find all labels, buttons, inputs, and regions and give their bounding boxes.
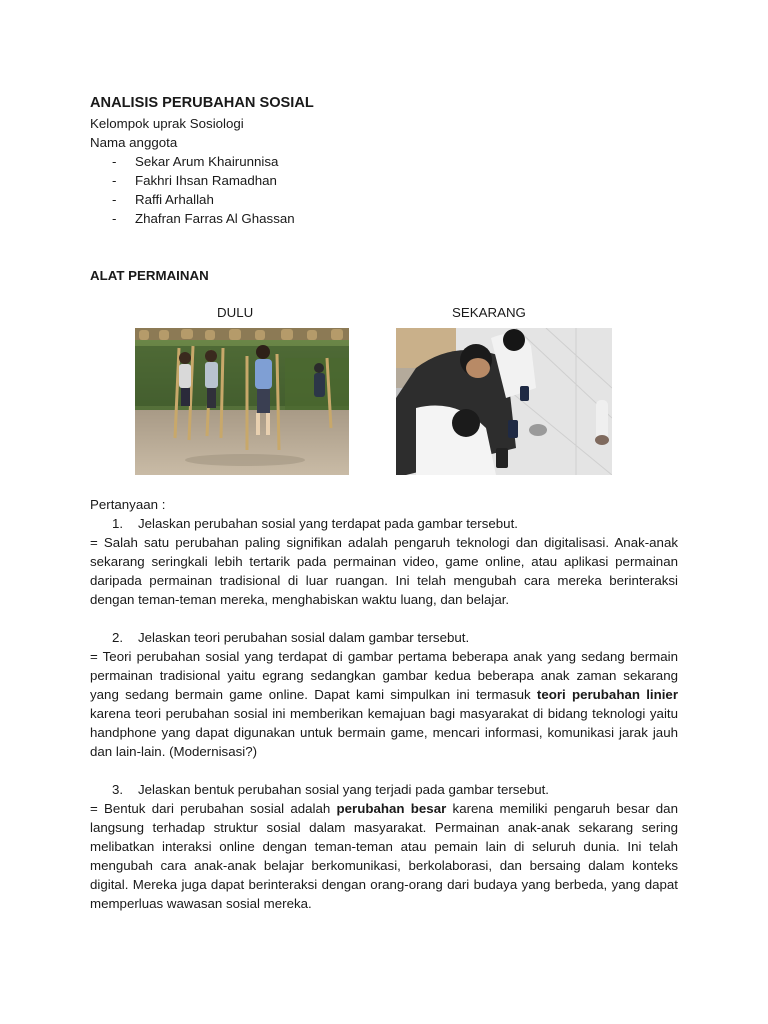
- before-image-label: DULU: [217, 305, 254, 320]
- member-name: Raffi Arhallah: [135, 192, 214, 207]
- members-heading: Nama anggota: [90, 135, 178, 150]
- question-text: Jelaskan perubahan sosial yang terdapat pada gambar tersebut.: [138, 516, 518, 531]
- image-labels: [90, 303, 678, 322]
- members-list: [90, 152, 678, 228]
- answer-emphasis: perubahan besar: [336, 801, 447, 816]
- member-item: [90, 152, 678, 171]
- spacer: [90, 609, 678, 628]
- question-number: 3.: [112, 782, 124, 797]
- answer-text: karena memiliki pengaruh besar dan langsung terhadap struktur sosial dalam masyarakat. Permainan anak-anak sekarang sering melibatkan interaksi online dengan teman-teman atau pemain lain di seluruh dunia. Ini telah mengubah cara anak-anak belajar berkomunikasi, berkolaborasi, dan bersaing dalam konteks digital. Mereka juga dapat berinteraksi dengan orang-orang dari budaya yang berbeda, yang dapat memperluas wawasan sosial mereka.: [90, 801, 678, 911]
- list-dash: -: [112, 192, 117, 207]
- answer-text: = Teori perubahan sosial yang terdapat di gambar pertama beberapa anak yang sedang bermain permainan tradisional yaitu egrang sedangkan gambar kedua beberapa anak zaman sekarang yang sedang bermain game online. Dapat kami simpulkan ini termasuk: [90, 649, 678, 702]
- answer-text: karena teori perubahan sosial ini memberikan kemajuan bagi masyarakat di bidang teknologi yaitu handphone yang dapat digunakan untuk bermain game, mencari informasi, komunikasi jarak jauh dan lain-lain. (Modernisasi?): [90, 706, 678, 759]
- modern-game-photo: [396, 328, 612, 475]
- answer-2: [90, 647, 678, 761]
- question-2: [90, 628, 678, 647]
- questions-heading: Pertanyaan :: [90, 497, 166, 512]
- group-name: Kelompok uprak Sosiologi: [90, 116, 244, 131]
- question-1: [90, 514, 678, 533]
- question-text: Jelaskan bentuk perubahan sosial yang terjadi pada gambar tersebut.: [138, 782, 549, 797]
- image-row: [90, 328, 678, 475]
- question-3: [90, 780, 678, 799]
- question-number: 1.: [112, 516, 124, 531]
- document-page: [90, 92, 678, 913]
- answer-emphasis: teori perubahan linier: [536, 687, 678, 702]
- member-name: Sekar Arum Khairunnisa: [135, 154, 279, 169]
- traditional-game-photo: [135, 328, 349, 475]
- member-name: Fakhri Ihsan Ramadhan: [135, 173, 277, 188]
- member-item: [90, 190, 678, 209]
- list-dash: -: [112, 173, 117, 188]
- member-name: Zhafran Farras Al Ghassan: [135, 211, 295, 226]
- spacer: [90, 761, 678, 780]
- after-image-label: SEKARANG: [452, 305, 526, 320]
- question-number: 2.: [112, 630, 124, 645]
- answer-text: = Bentuk dari perubahan sosial adalah: [90, 801, 337, 816]
- answer-text: = Salah satu perubahan paling signifikan adalah pengaruh teknologi dan digitalisasi. Anak-anak sekarang seringkali lebih tertarik pada permainan video, game online, atau aplikasi permainan daripada permainan tradisional di luar ruangan. Ini telah mengubah cara mereka berinteraksi dengan teman-teman mereka, menghabiskan waktu luang, dan belajar.: [90, 535, 678, 607]
- member-item: [90, 209, 678, 228]
- question-text: Jelaskan teori perubahan sosial dalam gambar tersebut.: [138, 630, 470, 645]
- list-dash: -: [112, 211, 117, 226]
- member-item: [90, 171, 678, 190]
- document-title: ANALISIS PERUBAHAN SOSIAL: [90, 95, 314, 111]
- answer-1: [90, 533, 678, 609]
- list-dash: -: [112, 154, 117, 169]
- answer-3: [90, 799, 678, 913]
- section-title: ALAT PERMAINAN: [90, 268, 209, 283]
